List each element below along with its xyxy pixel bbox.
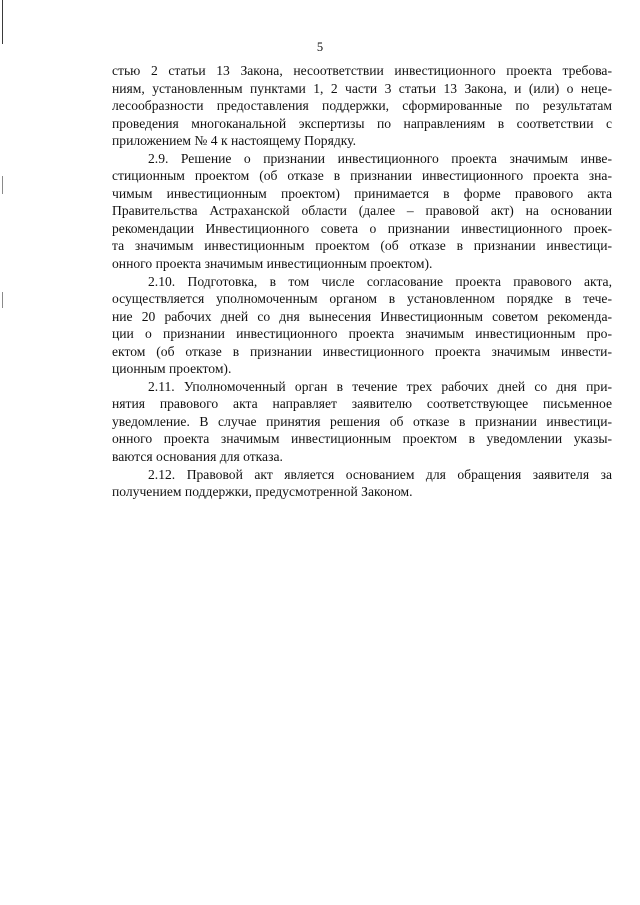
paragraph-2-11: [112, 378, 612, 466]
text-line: нятия правового акта направляет заявителю соответствующее письменное: [112, 396, 612, 412]
scan-edge-mark: [2, 176, 3, 194]
text-line: онного проекта значимым инвестиционным проектом в уведомлении указы-: [112, 431, 612, 447]
scan-edge-mark: [2, 292, 3, 308]
text-line: 2.10. Подготовка, в том числе согласование проекта правового акта,: [148, 273, 612, 289]
document-body: [112, 62, 612, 501]
text-line: приложением № 4 к настоящему Порядку.: [112, 133, 357, 149]
text-line: получением поддержки, предусмотренной Законом.: [112, 484, 413, 500]
text-line: уведомление. В случае принятия решения об отказе в признании инвестици-: [112, 413, 612, 429]
text-line: ции о признании инвестиционного проекта значимым инвестиционным про-: [112, 326, 612, 342]
text-line: стью 2 статьи 13 Закона, несоответствии инвестиционного проекта требова-: [112, 63, 612, 78]
paragraph-continuation: [112, 62, 612, 150]
text-line: 2.12. Правовой акт является основанием для обращения заявителя за: [148, 466, 612, 482]
text-line: та значимым инвестиционным проектом (об отказе в признании инвестици-: [112, 238, 612, 254]
text-line: стиционным проектом (об отказе в признании инвестиционного проекта зна-: [112, 168, 612, 184]
scan-edge-mark: [2, 0, 3, 44]
text-line: осуществляется уполномоченным органом в установленном порядке в тече-: [112, 291, 612, 307]
text-line: ниям, установленным пунктами 1, 2 части 3 статьи 13 Закона, и (или) о неце-: [112, 80, 612, 96]
paragraph-2-10: [112, 273, 612, 378]
text-line: 2.9. Решение о признании инвестиционного проекта значимым инве-: [148, 150, 612, 166]
text-line: ционным проектом).: [112, 361, 232, 377]
text-line: онного проекта значимым инвестиционным проектом).: [112, 256, 433, 272]
text-line: проведения многоканальной экспертизы по направлениям в соответствии с: [112, 115, 612, 131]
text-line: чимым инвестиционным проектом) принимается в форме правового акта: [112, 185, 612, 201]
text-line: ваются основания для отказа.: [112, 449, 283, 465]
paragraph-2-12: [112, 466, 612, 501]
text-line: рекомендации Инвестиционного совета о признании инвестиционного проек-: [112, 220, 612, 236]
page-number: 5: [316, 40, 324, 54]
text-line: Правительства Астраханской области (далее – правовой акт) на основании: [112, 203, 612, 219]
text-line: ектом (об отказе в признании инвестиционного проекта значимым инвести-: [112, 343, 612, 359]
text-line: лесообразности предоставления поддержки, сформированные по результатам: [112, 98, 612, 114]
paragraph-2-9: [112, 150, 612, 273]
text-line: 2.11. Уполномоченный орган в течение трех рабочих дней со дня при-: [148, 378, 612, 394]
text-line: ние 20 рабочих дней со дня вынесения Инвестиционным советом рекоменда-: [112, 308, 612, 324]
